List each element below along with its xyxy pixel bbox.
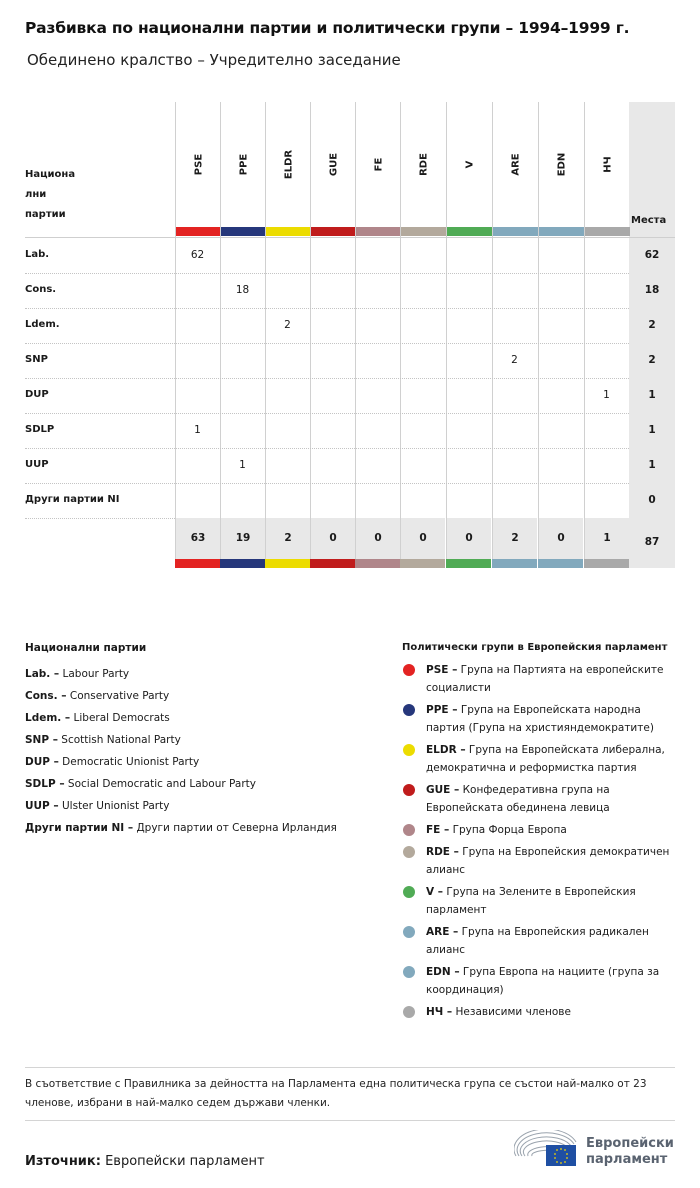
color-dot-icon: [403, 664, 415, 676]
seat-count-cell: [310, 413, 355, 448]
legend-item: Lab. – Labour Party: [25, 668, 130, 680]
group-color-bar: [356, 227, 401, 236]
group-color-bar: [539, 227, 584, 236]
political-groups-legend: [402, 642, 682, 1025]
legend-item: ARE – Група на Европейския радикален алианс: [402, 923, 682, 959]
group-color-bar: [176, 227, 221, 236]
seat-count-cell: [265, 378, 310, 413]
grand-total: 87: [629, 517, 675, 568]
legend-item: V – Група на Зелените в Европейския парламент: [402, 883, 682, 919]
seat-count-cell: 1: [239, 459, 246, 471]
column-header: PPE: [238, 153, 249, 176]
group-color-bar: [400, 559, 445, 568]
group-color-bar: [492, 559, 537, 568]
seat-count-cell: [538, 378, 583, 413]
party-abbr: DUP: [25, 389, 49, 400]
seat-count-cell: [265, 273, 310, 308]
table-row: [25, 238, 675, 273]
seat-count-cell: [584, 343, 629, 378]
table-row: [25, 413, 675, 448]
party-abbr: SDLP: [25, 424, 55, 435]
seat-count-cell: [265, 483, 310, 518]
legend-item: Cons. – Conservative Party: [25, 690, 170, 702]
totals-row: [175, 518, 675, 568]
party-abbr: SNP: [25, 354, 48, 365]
seat-count-cell: [492, 378, 537, 413]
group-total: 0: [446, 518, 491, 559]
seat-count-cell: [538, 448, 583, 483]
table-row: [25, 483, 675, 518]
seat-count-cell: [538, 413, 583, 448]
group-color-bar: [538, 559, 583, 568]
column-header: V: [464, 160, 475, 169]
group-total: 1: [584, 518, 629, 559]
group-total: 2: [492, 518, 537, 559]
legend-item: GUE – Конфедеративна група на Европейската обединена левица: [402, 781, 682, 817]
row-total-seats: 2: [629, 308, 675, 343]
seat-count-cell: 2: [511, 354, 518, 366]
legend-item: SNP – Scottish National Party: [25, 734, 181, 746]
seat-count-cell: [446, 308, 491, 343]
seat-count-cell: [355, 413, 400, 448]
seat-count-cell: [220, 413, 265, 448]
group-total: 63: [175, 518, 220, 559]
page-title: Разбивка по национални партии и политически групи – 1994–1999 г.: [25, 19, 630, 37]
legend-item: RDE – Група на Европейския демократичен алианс: [402, 843, 682, 879]
page-subtitle: Обединено кралство – Учредително заседание: [27, 51, 401, 69]
group-total: 19: [220, 518, 265, 559]
legend-title: Национални партии: [25, 642, 147, 654]
group-color-bar: [310, 559, 355, 568]
group-color-bar: [265, 559, 310, 568]
legend-item: PPE – Група на Европейската народна партия (Група на християндемократите): [402, 701, 682, 737]
seat-count-cell: [538, 273, 583, 308]
seat-count-cell: [538, 343, 583, 378]
group-color-bar: [493, 227, 538, 236]
seat-count-cell: [446, 273, 491, 308]
seat-count-cell: [220, 343, 265, 378]
group-color-bar: [266, 227, 311, 236]
seat-count-cell: [584, 448, 629, 483]
seat-count-cell: 18: [235, 284, 250, 296]
group-color-bar: [446, 559, 491, 568]
seat-count-cell: [400, 378, 445, 413]
table-row: [25, 273, 675, 308]
group-total: 0: [400, 518, 445, 559]
legend-item: UUP – Ulster Unionist Party: [25, 800, 170, 812]
seat-count-cell: [492, 273, 537, 308]
group-color-bar: [311, 227, 356, 236]
group-total: 0: [355, 518, 400, 559]
column-header: НЧ: [602, 156, 613, 173]
row-total-seats: 2: [629, 343, 675, 378]
group-total: 0: [310, 518, 355, 559]
party-abbr: Други партии NI: [25, 494, 120, 505]
party-abbr: Cons.: [25, 284, 57, 295]
seat-count-cell: [220, 483, 265, 518]
legend-item: FE – Група Форца Европа: [402, 821, 682, 839]
column-header: EDN: [556, 152, 567, 177]
row-total-seats: 1: [629, 448, 675, 483]
seat-count-cell: [355, 308, 400, 343]
seat-count-cell: [492, 448, 537, 483]
national-parties-legend: [25, 642, 385, 839]
seat-count-cell: [355, 238, 400, 273]
seat-count-cell: [265, 413, 310, 448]
party-abbr: UUP: [25, 459, 49, 470]
group-color-bar: [175, 559, 220, 568]
seat-count-cell: [584, 483, 629, 518]
seat-count-cell: [446, 343, 491, 378]
seat-count-cell: [400, 343, 445, 378]
party-abbr: Lab.: [25, 249, 50, 260]
seat-count-cell: 2: [284, 319, 291, 331]
group-color-bar: [401, 227, 446, 236]
seat-count-cell: [220, 238, 265, 273]
seat-count-cell: [400, 273, 445, 308]
legend-item: SDLP – Social Democratic and Labour Party: [25, 778, 256, 790]
row-total-seats: 62: [629, 238, 675, 273]
seat-count-cell: [538, 308, 583, 343]
color-dot-icon: [403, 744, 415, 756]
table-row: [25, 448, 675, 483]
seat-count-cell: [584, 413, 629, 448]
seat-count-cell: [310, 343, 355, 378]
seat-count-cell: [310, 308, 355, 343]
column-header: GUE: [328, 152, 339, 177]
seat-count-cell: [446, 483, 491, 518]
row-total-seats: 0: [629, 483, 675, 518]
group-color-bar: [355, 559, 400, 568]
legend-item: PSE – Група на Партията на европейските социалисти: [402, 661, 682, 697]
seat-count-cell: [310, 448, 355, 483]
legend-item: Други партии NI – Други партии от Северна Ирландия: [25, 822, 337, 834]
seat-count-cell: [355, 343, 400, 378]
seat-count-cell: [584, 273, 629, 308]
seat-count-cell: 1: [194, 424, 201, 436]
group-color-bar: [447, 227, 492, 236]
seat-count-cell: [584, 308, 629, 343]
divider: [25, 1120, 675, 1121]
legend-item: НЧ – Независими членове: [402, 1003, 682, 1021]
seat-count-cell: [265, 238, 310, 273]
logo-text: Европейски парламент: [586, 1136, 674, 1167]
seat-count-cell: [538, 483, 583, 518]
seat-count-cell: [310, 238, 355, 273]
seat-count-cell: [175, 483, 220, 518]
party-abbr: Ldem.: [25, 319, 60, 330]
color-dot-icon: [403, 1006, 415, 1018]
legend-title: Политически групи в Европейския парламент: [402, 642, 668, 653]
seat-count-cell: [310, 483, 355, 518]
column-header: FE: [373, 157, 384, 172]
seat-count-cell: [400, 483, 445, 518]
seat-count-cell: [584, 238, 629, 273]
rules-note: В съответствие с Правилника за дейността на Парламента една политическа група се състои най-малко от 23 членове, избрани в най-малко седем държави членки.: [25, 1078, 647, 1109]
legend-item: EDN – Група Европа на нациите (група за координация): [402, 963, 682, 999]
seat-count-cell: [400, 413, 445, 448]
seat-count-cell: [355, 448, 400, 483]
group-color-bar: [584, 559, 629, 568]
seat-count-cell: [175, 448, 220, 483]
row-total-seats: 1: [629, 378, 675, 413]
seat-count-cell: [400, 308, 445, 343]
seat-count-cell: [220, 378, 265, 413]
color-dot-icon: [403, 704, 415, 716]
seat-count-cell: [310, 273, 355, 308]
table-row: [25, 343, 675, 378]
seats-column-header: Места: [629, 102, 675, 237]
column-header: PSE: [193, 153, 204, 176]
group-total: 0: [538, 518, 583, 559]
table-row: [25, 378, 675, 413]
seat-count-cell: [400, 238, 445, 273]
row-header-label: Национа лни партии: [25, 169, 76, 220]
seat-count-cell: [175, 343, 220, 378]
color-dot-icon: [403, 846, 415, 858]
color-dot-icon: [403, 886, 415, 898]
color-dot-icon: [403, 824, 415, 836]
color-dot-icon: [403, 784, 415, 796]
european-parliament-logo: [514, 1130, 676, 1170]
color-dot-icon: [403, 966, 415, 978]
column-header: ELDR: [283, 149, 294, 180]
group-total: 2: [265, 518, 310, 559]
legend-item: DUP – Democratic Unionist Party: [25, 756, 200, 768]
column-header: RDE: [418, 153, 429, 176]
legend-item: ELDR – Група на Европейската либерална, демократична и реформистка партия: [402, 741, 682, 777]
seat-count-cell: [265, 448, 310, 483]
seat-count-cell: [492, 413, 537, 448]
table-row: [25, 308, 675, 343]
group-color-bar: [221, 227, 266, 236]
seat-count-cell: [492, 483, 537, 518]
seat-count-cell: [355, 483, 400, 518]
seat-count-cell: [492, 238, 537, 273]
seat-count-cell: [265, 343, 310, 378]
divider: [25, 1067, 675, 1068]
row-total-seats: 18: [629, 273, 675, 308]
column-header: ARE: [510, 153, 521, 176]
seat-count-cell: [446, 413, 491, 448]
seat-count-cell: [492, 308, 537, 343]
seat-count-cell: [446, 448, 491, 483]
seat-count-cell: [446, 238, 491, 273]
seat-count-cell: [446, 378, 491, 413]
seat-count-cell: [538, 238, 583, 273]
color-dot-icon: [403, 926, 415, 938]
seat-count-cell: [355, 378, 400, 413]
seat-count-cell: 62: [190, 249, 205, 261]
seat-count-cell: [355, 273, 400, 308]
seat-count-cell: [310, 378, 355, 413]
group-color-bar: [585, 227, 630, 236]
seat-count-cell: [400, 448, 445, 483]
seat-count-cell: 1: [603, 389, 610, 401]
group-color-bar: [220, 559, 265, 568]
parliament-hemicycle-icon: [514, 1130, 584, 1170]
seat-count-cell: [220, 308, 265, 343]
source-line: Източник: Европейски парламент: [25, 1154, 265, 1169]
legend-item: Ldem. – Liberal Democrats: [25, 712, 170, 724]
row-total-seats: 1: [629, 413, 675, 448]
seat-count-cell: [175, 308, 220, 343]
seat-count-cell: [175, 273, 220, 308]
seat-count-cell: [175, 378, 220, 413]
